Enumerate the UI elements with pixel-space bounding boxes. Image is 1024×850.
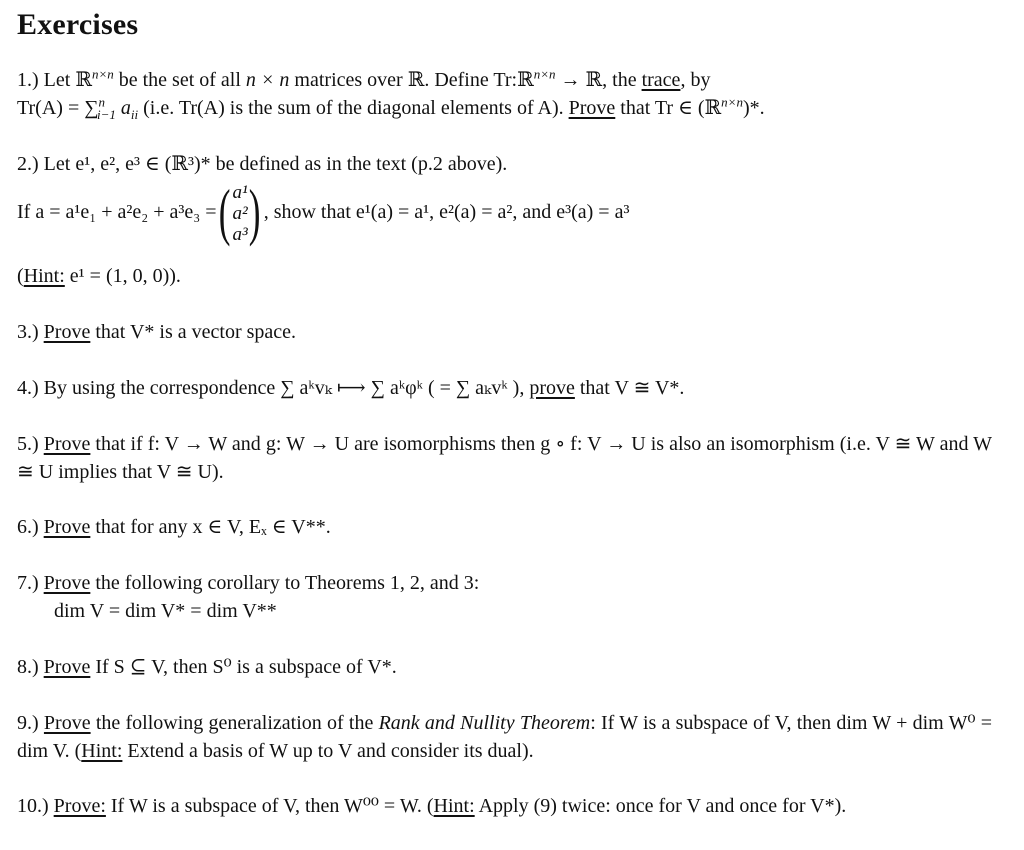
exercise-10: 10.) Prove: If W is a subspace of V, then W⁰⁰ = W. (Hint: Apply (9) twice: once for V and once for V*).: [17, 795, 847, 817]
exercise-number: 8.): [17, 656, 39, 678]
exercise-1: [17, 66, 992, 122]
prove-label: Prove: [43, 516, 91, 538]
hint-label: Hint:: [433, 795, 475, 817]
prove-label: Prove:: [53, 795, 106, 817]
page-title: Exercises: [17, 8, 139, 41]
hint-label: Hint:: [23, 265, 65, 287]
prove-label: prove: [529, 377, 575, 399]
prove-label: Prove: [43, 572, 91, 594]
exercise-text: If S ⊆ V, then S⁰ is a subspace of V*.: [90, 656, 397, 678]
column-vector: ( a¹ a² a³ ): [219, 175, 261, 247]
exercise-number: 5.): [17, 433, 39, 455]
exercise-7: [17, 569, 992, 625]
prove-label: Prove: [43, 712, 91, 734]
exercise-number: 2.): [17, 153, 39, 175]
exercise-5: [17, 430, 992, 486]
exercise-text: By using the correspondence ∑ aᵏvₖ ⟼ ∑ aᵏφᵏ ( = ∑ aₖvᵏ ),: [43, 377, 530, 399]
prove-label: Prove: [568, 97, 616, 119]
exercise-3: [17, 318, 992, 346]
exercise-number: 3.): [17, 321, 39, 343]
exercise-text: that V* is a vector space.: [90, 321, 297, 343]
exercise-number: 7.): [17, 572, 39, 594]
prove-label: Prove: [43, 656, 91, 678]
exercise-text: Let ℝ$^{n\times n}$ be the set of all n × n matrices over ℝ. Define Tr:ℝ$^{n\times n}$ → ℝ, the trace, by Tr(A) = ∑$^n_{i-1}$ $a_{ii}$ (i.e. Tr(A) is the sum of the diagonal elements of A). Prove that Tr ∈ (ℝ$^{n\times n}$)*.: [17, 66, 765, 122]
exercise-6: [17, 513, 992, 541]
exercise-2-equation: If a = a¹e₁ + a²e₂ + a³e₃ = ( a¹ a² a³ ) , show that e¹(a) = a¹, e²(a) = a², and e³(a) = a³: [17, 175, 630, 247]
exercise-8: [17, 653, 992, 681]
theorem-name: Rank and Nullity Theorem: [378, 712, 591, 734]
exercise-number: 1.): [17, 69, 39, 91]
exercise-text: the following corollary to Theorems 1, 2, and 3:: [90, 572, 480, 594]
exercise-text: that for any x ∈ V, Eₓ ∈ V**.: [90, 516, 331, 538]
dimension-equation: dim V = dim V* = dim V**: [54, 600, 277, 622]
exercise-text: that if f: V → W and g: W → U are isomorphisms then g ∘ f: V → U is also an isomorphism (i.e. V ≅ W and W ≅ U implies that V ≅ U).: [17, 433, 993, 483]
exercise-text: Let e¹, e², e³ ∈ (ℝ³)* be defined as in the text (p.2 above).: [43, 153, 508, 175]
exercise-number: 9.): [17, 712, 39, 734]
prove-label: Prove: [43, 321, 91, 343]
trace-term: trace: [641, 69, 681, 91]
exercise-2: [17, 150, 992, 178]
exercise-number: 10.): [17, 795, 49, 817]
prove-label: Prove: [43, 433, 91, 455]
exercise-number: 4.): [17, 377, 39, 399]
hint-label: Hint:: [81, 740, 123, 762]
exercise-2-hint: (Hint: e¹ = (1, 0, 0)).: [17, 265, 181, 287]
exercise-9: 9.) Prove the following generalization of the Rank and Nullity Theorem: If W is a subspace of V, then dim W + dim W⁰ = dim V. (Hint: Extend a basis of W up to V and consider its dual).: [17, 712, 993, 762]
exercise-4: 4.) By using the correspondence ∑ aᵏvₖ ⟼ ∑ aᵏφᵏ ( = ∑ aₖvᵏ ), prove that V ≅ V*.: [17, 377, 685, 399]
exercise-number: 6.): [17, 516, 39, 538]
